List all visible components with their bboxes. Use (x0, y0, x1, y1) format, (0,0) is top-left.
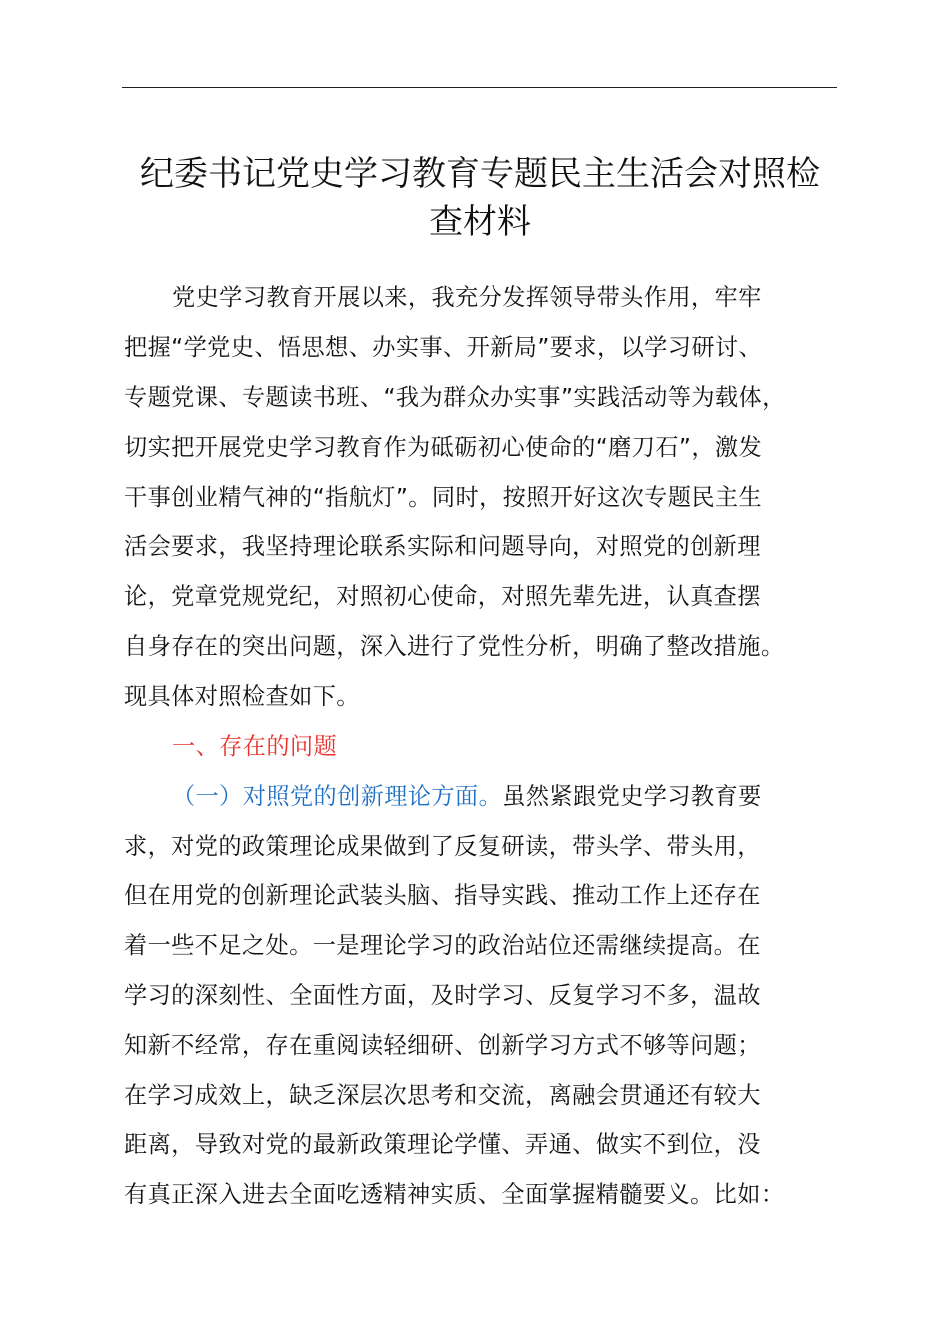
paragraph-line: 在学习成效上，缺乏深层次思考和交流，离融会贯通还有较大 (124, 1082, 761, 1109)
paragraph-line: 自身存在的突出问题，深入进行了党性分析，明确了整改措施。 (124, 633, 785, 660)
document-title (110, 150, 850, 246)
paragraph-line: 知新不经常，存在重阅读轻细研、创新学习方式不够等问题； (124, 1032, 761, 1059)
paragraph-line: 干事创业精气神的“指航灯”。同时，按照开好这次专题民主生 (124, 484, 763, 511)
paragraph-line: 专题党课、专题读书班、“我为群众办实事”实践活动等为载体， (124, 384, 786, 411)
paragraph-line: 求，对党的政策理论成果做到了反复研读，带头学、带头用， (124, 833, 761, 860)
subsection-heading: （一）对照党的创新理论方面。 (172, 783, 503, 810)
paragraph-line: 活会要求，我坚持理论联系实际和问题导向，对照党的创新理 (124, 533, 761, 560)
paragraph-line: 切实把开展党史学习教育作为砥砺初心使命的“磨刀石”，激发 (124, 434, 763, 461)
paragraph-line: 把握“学党史、悟思想、办实事、开新局”要求，以学习研讨、 (124, 334, 763, 361)
paragraph-line (172, 781, 762, 813)
title-line-1: 纪委书记党史学习教育专题民主生活会对照检 (140, 154, 820, 194)
title-line-2: 查材料 (429, 202, 531, 242)
top-rule (122, 87, 837, 88)
paragraph-line: 着一些不足之处。一是理论学习的政治站位还需继续提高。在 (124, 932, 761, 959)
section-heading: 一、存在的问题 (172, 733, 338, 760)
paragraph-line: 论，党章党规党纪，对照初心使命，对照先辈先进，认真查摆 (124, 583, 761, 610)
paragraph-line: 党史学习教育开展以来，我充分发挥领导带头作用，牢牢 (172, 284, 762, 311)
paragraph-line: 有真正深入进去全面吃透精神实质、全面掌握精髓要义。比如： (124, 1181, 785, 1208)
paragraph-line: 距离，导致对党的最新政策理论学懂、弄通、做实不到位，没 (124, 1131, 761, 1158)
subsection-first-line-text: 虽然紧跟党史学习教育要 (502, 783, 762, 810)
paragraph-line: 但在用党的创新理论武装头脑、指导实践、推动工作上还存在 (124, 882, 761, 909)
paragraph-line: 学习的深刻性、全面性方面，及时学习、反复学习不多，温故 (124, 982, 761, 1009)
paragraph-line: 现具体对照检查如下。 (124, 683, 360, 710)
